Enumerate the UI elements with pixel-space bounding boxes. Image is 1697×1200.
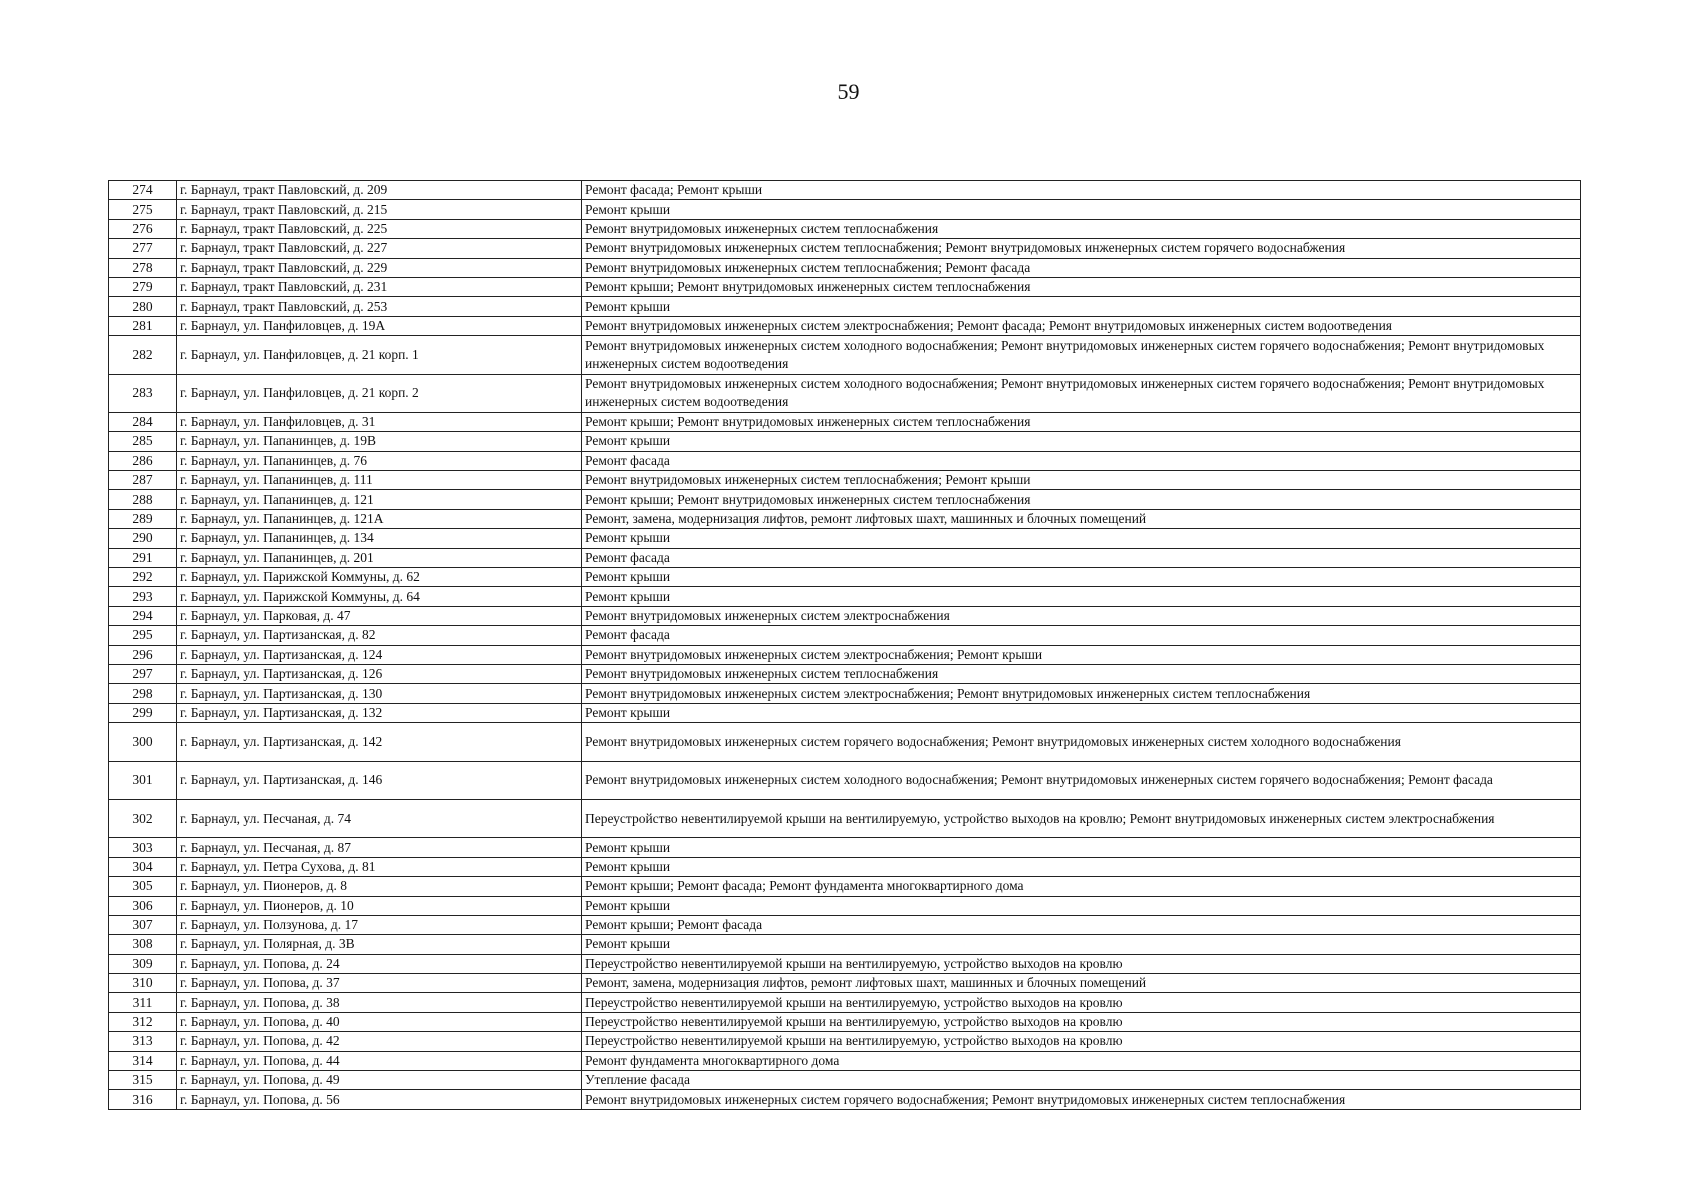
- row-address: г. Барнаул, тракт Павловский, д. 229: [177, 258, 582, 277]
- row-number: 294: [109, 606, 177, 625]
- table-row: [109, 258, 1581, 277]
- table-row: [109, 723, 1581, 761]
- row-works: Ремонт внутридомовых инженерных систем теплоснабжения; Ремонт внутридомовых инженерных систем горячего водоснабжения: [582, 239, 1581, 258]
- row-address: г. Барнаул, ул. Партизанская, д. 82: [177, 626, 582, 645]
- row-works: Ремонт крыши: [582, 838, 1581, 857]
- row-address: г. Барнаул, ул. Парковая, д. 47: [177, 606, 582, 625]
- table-row: [109, 529, 1581, 548]
- row-address: г. Барнаул, ул. Попова, д. 40: [177, 1012, 582, 1031]
- row-address: г. Барнаул, ул. Парижской Коммуны, д. 62: [177, 568, 582, 587]
- row-number: 296: [109, 645, 177, 664]
- table-row: [109, 568, 1581, 587]
- row-number: 286: [109, 451, 177, 470]
- table-row: [109, 490, 1581, 509]
- table-row: [109, 838, 1581, 857]
- table-row: [109, 954, 1581, 973]
- row-number: 302: [109, 799, 177, 837]
- row-works: Ремонт крыши: [582, 935, 1581, 954]
- table-row: [109, 761, 1581, 799]
- row-works: Ремонт фасада: [582, 626, 1581, 645]
- row-works: Ремонт крыши: [582, 587, 1581, 606]
- table-row: [109, 277, 1581, 296]
- row-number: 303: [109, 838, 177, 857]
- row-address: г. Барнаул, ул. Полярная, д. 3В: [177, 935, 582, 954]
- row-number: 278: [109, 258, 177, 277]
- row-works: Ремонт крыши: [582, 896, 1581, 915]
- row-works: Ремонт внутридомовых инженерных систем теплоснабжения; Ремонт крыши: [582, 471, 1581, 490]
- row-works: Ремонт внутридомовых инженерных систем электроснабжения; Ремонт фасада; Ремонт внутридомовых инженерных систем водоотведения: [582, 316, 1581, 335]
- row-number: 311: [109, 993, 177, 1012]
- row-number: 282: [109, 336, 177, 374]
- row-number: 314: [109, 1051, 177, 1070]
- row-number: 305: [109, 877, 177, 896]
- row-address: г. Барнаул, ул. Папанинцев, д. 201: [177, 548, 582, 567]
- row-works: Ремонт крыши: [582, 529, 1581, 548]
- row-number: 291: [109, 548, 177, 567]
- row-number: 304: [109, 857, 177, 876]
- row-works: Переустройство невентилируемой крыши на вентилируемую, устройство выходов на кровлю: [582, 1032, 1581, 1051]
- row-works: Ремонт крыши: [582, 568, 1581, 587]
- row-works: Ремонт фасада: [582, 451, 1581, 470]
- row-address: г. Барнаул, ул. Партизанская, д. 126: [177, 664, 582, 683]
- row-number: 276: [109, 219, 177, 238]
- row-number: 280: [109, 297, 177, 316]
- table-row: [109, 645, 1581, 664]
- row-address: г. Барнаул, ул. Попова, д. 38: [177, 993, 582, 1012]
- row-number: 277: [109, 239, 177, 258]
- row-works: Ремонт крыши; Ремонт фасада: [582, 915, 1581, 934]
- row-number: 312: [109, 1012, 177, 1031]
- table-row: [109, 606, 1581, 625]
- row-works: Ремонт внутридомовых инженерных систем электроснабжения: [582, 606, 1581, 625]
- table-row: [109, 587, 1581, 606]
- row-number: 316: [109, 1090, 177, 1109]
- row-number: 313: [109, 1032, 177, 1051]
- row-address: г. Барнаул, ул. Папанинцев, д. 76: [177, 451, 582, 470]
- row-number: 293: [109, 587, 177, 606]
- row-address: г. Барнаул, ул. Пионеров, д. 10: [177, 896, 582, 915]
- row-address: г. Барнаул, ул. Песчаная, д. 74: [177, 799, 582, 837]
- row-address: г. Барнаул, ул. Папанинцев, д. 19В: [177, 432, 582, 451]
- table-row: [109, 799, 1581, 837]
- row-works: Ремонт внутридомовых инженерных систем теплоснабжения: [582, 219, 1581, 238]
- row-address: г. Барнаул, ул. Попова, д. 56: [177, 1090, 582, 1109]
- table-row: [109, 1090, 1581, 1109]
- row-works: Ремонт внутридомовых инженерных систем горячего водоснабжения; Ремонт внутридомовых инженерных систем теплоснабжения: [582, 1090, 1581, 1109]
- row-number: 275: [109, 200, 177, 219]
- row-address: г. Барнаул, тракт Павловский, д. 231: [177, 277, 582, 296]
- row-address: г. Барнаул, ул. Панфиловцев, д. 31: [177, 412, 582, 431]
- row-works: Переустройство невентилируемой крыши на вентилируемую, устройство выходов на кровлю; Ремонт внутридомовых инженерных систем электроснабжения: [582, 799, 1581, 837]
- row-works: Ремонт крыши: [582, 857, 1581, 876]
- row-works: Переустройство невентилируемой крыши на вентилируемую, устройство выходов на кровлю: [582, 1012, 1581, 1031]
- row-number: 310: [109, 974, 177, 993]
- table-row: [109, 219, 1581, 238]
- row-works: Ремонт внутридомовых инженерных систем электроснабжения; Ремонт крыши: [582, 645, 1581, 664]
- row-works: Ремонт внутридомовых инженерных систем холодного водоснабжения; Ремонт внутридомовых инженерных систем горячего водоснабжения; Ремонт внутридомовых инженерных систем водоотведения: [582, 336, 1581, 374]
- row-number: 315: [109, 1071, 177, 1090]
- table-row: [109, 200, 1581, 219]
- row-address: г. Барнаул, ул. Папанинцев, д. 121А: [177, 509, 582, 528]
- row-address: г. Барнаул, тракт Павловский, д. 225: [177, 219, 582, 238]
- row-number: 299: [109, 703, 177, 722]
- row-number: 284: [109, 412, 177, 431]
- row-number: 287: [109, 471, 177, 490]
- row-number: 274: [109, 181, 177, 200]
- row-address: г. Барнаул, ул. Партизанская, д. 132: [177, 703, 582, 722]
- row-works: Переустройство невентилируемой крыши на вентилируемую, устройство выходов на кровлю: [582, 954, 1581, 973]
- row-address: г. Барнаул, ул. Панфиловцев, д. 19А: [177, 316, 582, 335]
- row-works: Ремонт внутридомовых инженерных систем холодного водоснабжения; Ремонт внутридомовых инженерных систем горячего водоснабжения; Ремонт внутридомовых инженерных систем водоотведения: [582, 374, 1581, 412]
- row-address: г. Барнаул, тракт Павловский, д. 253: [177, 297, 582, 316]
- row-address: г. Барнаул, ул. Панфиловцев, д. 21 корп. 1: [177, 336, 582, 374]
- row-address: г. Барнаул, ул. Партизанская, д. 146: [177, 761, 582, 799]
- row-works: Ремонт внутридомовых инженерных систем электроснабжения; Ремонт внутридомовых инженерных систем теплоснабжения: [582, 684, 1581, 703]
- table-body: [109, 181, 1581, 1110]
- table-row: [109, 1071, 1581, 1090]
- table-row: [109, 703, 1581, 722]
- row-address: г. Барнаул, ул. Попова, д. 24: [177, 954, 582, 973]
- table-row: [109, 1032, 1581, 1051]
- row-address: г. Барнаул, тракт Павловский, д. 215: [177, 200, 582, 219]
- table-row: [109, 297, 1581, 316]
- table-row: [109, 336, 1581, 374]
- row-works: Ремонт крыши: [582, 297, 1581, 316]
- row-address: г. Барнаул, тракт Павловский, д. 209: [177, 181, 582, 200]
- table-row: [109, 432, 1581, 451]
- row-works: Ремонт крыши: [582, 432, 1581, 451]
- row-address: г. Барнаул, ул. Парижской Коммуны, д. 64: [177, 587, 582, 606]
- row-works: Ремонт крыши: [582, 200, 1581, 219]
- table-row: [109, 471, 1581, 490]
- table-row: [109, 896, 1581, 915]
- row-address: г. Барнаул, ул. Попова, д. 44: [177, 1051, 582, 1070]
- row-number: 306: [109, 896, 177, 915]
- row-works: Ремонт, замена, модернизация лифтов, ремонт лифтовых шахт, машинных и блочных помещений: [582, 509, 1581, 528]
- row-number: 298: [109, 684, 177, 703]
- row-number: 307: [109, 915, 177, 934]
- table-row: [109, 877, 1581, 896]
- row-works: Ремонт крыши; Ремонт внутридомовых инженерных систем теплоснабжения: [582, 277, 1581, 296]
- table-row: [109, 993, 1581, 1012]
- table-row: [109, 451, 1581, 470]
- row-number: 285: [109, 432, 177, 451]
- table-row: [109, 915, 1581, 934]
- table-row: [109, 548, 1581, 567]
- row-number: 301: [109, 761, 177, 799]
- table-row: [109, 664, 1581, 683]
- table-row: [109, 374, 1581, 412]
- row-address: г. Барнаул, ул. Папанинцев, д. 121: [177, 490, 582, 509]
- row-number: 283: [109, 374, 177, 412]
- row-works: Ремонт крыши; Ремонт внутридомовых инженерных систем теплоснабжения: [582, 490, 1581, 509]
- table-row: [109, 239, 1581, 258]
- row-address: г. Барнаул, ул. Попова, д. 37: [177, 974, 582, 993]
- row-number: 300: [109, 723, 177, 761]
- table-row: [109, 626, 1581, 645]
- table-row: [109, 857, 1581, 876]
- row-address: г. Барнаул, тракт Павловский, д. 227: [177, 239, 582, 258]
- row-works: Ремонт внутридомовых инженерных систем горячего водоснабжения; Ремонт внутридомовых инженерных систем холодного водоснабжения: [582, 723, 1581, 761]
- row-works: Ремонт крыши: [582, 703, 1581, 722]
- row-address: г. Барнаул, ул. Пионеров, д. 8: [177, 877, 582, 896]
- row-works: Ремонт внутридомовых инженерных систем теплоснабжения; Ремонт фасада: [582, 258, 1581, 277]
- row-address: г. Барнаул, ул. Ползунова, д. 17: [177, 915, 582, 934]
- row-works: Переустройство невентилируемой крыши на вентилируемую, устройство выходов на кровлю: [582, 993, 1581, 1012]
- table-row: [109, 509, 1581, 528]
- row-address: г. Барнаул, ул. Партизанская, д. 130: [177, 684, 582, 703]
- row-address: г. Барнаул, ул. Папанинцев, д. 134: [177, 529, 582, 548]
- table-row: [109, 1012, 1581, 1031]
- table-row: [109, 316, 1581, 335]
- row-number: 281: [109, 316, 177, 335]
- table-row: [109, 684, 1581, 703]
- row-number: 289: [109, 509, 177, 528]
- row-address: г. Барнаул, ул. Панфиловцев, д. 21 корп. 2: [177, 374, 582, 412]
- table-row: [109, 1051, 1581, 1070]
- row-address: г. Барнаул, ул. Попова, д. 49: [177, 1071, 582, 1090]
- table-row: [109, 935, 1581, 954]
- row-works: Ремонт фундамента многоквартирного дома: [582, 1051, 1581, 1070]
- row-works: Утепление фасада: [582, 1071, 1581, 1090]
- row-address: г. Барнаул, ул. Папанинцев, д. 111: [177, 471, 582, 490]
- row-number: 295: [109, 626, 177, 645]
- row-number: 288: [109, 490, 177, 509]
- row-number: 297: [109, 664, 177, 683]
- row-address: г. Барнаул, ул. Песчаная, д. 87: [177, 838, 582, 857]
- page-number: 59: [837, 79, 860, 104]
- row-number: 290: [109, 529, 177, 548]
- row-works: Ремонт крыши; Ремонт внутридомовых инженерных систем теплоснабжения: [582, 412, 1581, 431]
- row-works: Ремонт крыши; Ремонт фасада; Ремонт фундамента многоквартирного дома: [582, 877, 1581, 896]
- row-works: Ремонт, замена, модернизация лифтов, ремонт лифтовых шахт, машинных и блочных помещений: [582, 974, 1581, 993]
- row-works: Ремонт фасада; Ремонт крыши: [582, 181, 1581, 200]
- table-row: [109, 412, 1581, 431]
- row-address: г. Барнаул, ул. Попова, д. 42: [177, 1032, 582, 1051]
- row-address: г. Барнаул, ул. Партизанская, д. 142: [177, 723, 582, 761]
- row-address: г. Барнаул, ул. Партизанская, д. 124: [177, 645, 582, 664]
- table-row: [109, 181, 1581, 200]
- row-works: Ремонт внутридомовых инженерных систем теплоснабжения: [582, 664, 1581, 683]
- row-works: Ремонт фасада: [582, 548, 1581, 567]
- works-table: [108, 180, 1581, 1110]
- row-number: 308: [109, 935, 177, 954]
- row-number: 279: [109, 277, 177, 296]
- row-address: г. Барнаул, ул. Петра Сухова, д. 81: [177, 857, 582, 876]
- row-works: Ремонт внутридомовых инженерных систем холодного водоснабжения; Ремонт внутридомовых инженерных систем горячего водоснабжения; Ремонт фасада: [582, 761, 1581, 799]
- row-number: 309: [109, 954, 177, 973]
- table-row: [109, 974, 1581, 993]
- row-number: 292: [109, 568, 177, 587]
